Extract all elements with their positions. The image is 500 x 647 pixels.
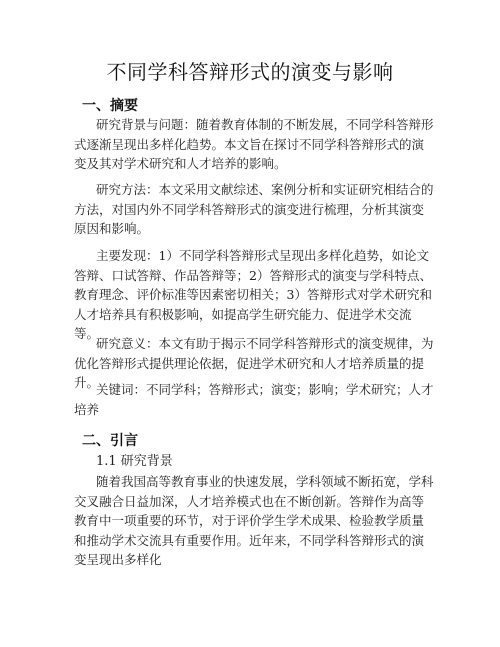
- heading-introduction: 二、引言: [82, 433, 138, 449]
- abstract-method-paragraph: 研究方法：本文采用文献综述、案例分析和实证研究相结合的方法，对国内外不同学科答辩形式的演变进行梳理，分析其演变原因和影响。: [74, 182, 434, 237]
- heading-abstract: 一、摘要: [82, 98, 138, 114]
- abstract-background-paragraph: 研究背景与问题：随着教育体制的不断发展，不同学科答辩形式逐渐呈现出多样化趋势。本文旨在探讨不同学科答辩形式的演变及其对学术研究和人才培养的影响。: [74, 117, 434, 172]
- document-title: 不同学科答辩形式的演变与影响: [106, 60, 394, 84]
- abstract-findings-paragraph: 主要发现：1）不同学科答辩形式呈现出多样化趋势，如论文答辩、口试答辩、作品答辩等；2）答辩形式的演变与学科特点、教育理念、评价标准等因素密切相关；3）答辩形式对学术研究和人才培养具有积极影响，如提高学生研究能力、促进学术交流等。: [74, 248, 432, 342]
- abstract-significance-paragraph: 研究意义：本文有助于揭示不同学科答辩形式的演变规律，为优化答辩形式提供理论依据，促进学术研究和人才培养质量的提升。: [74, 336, 434, 391]
- subheading-research-background: 1.1 研究背景: [96, 454, 173, 469]
- introduction-paragraph: 随着我国高等教育事业的快速发展，学科领域不断拓宽，学科交叉融合日益加深，人才培养模式也在不断创新。答辩作为高等教育中一项重要的环节，对于评价学生学术成果、检验教学质量和推动学术交流具有重要作用。近年来，不同学科答辩形式的演变呈现出多样化: [74, 474, 434, 568]
- keywords-paragraph: 关键词：不同学科；答辩形式；演变；影响；学术研究；人才培养: [74, 382, 434, 417]
